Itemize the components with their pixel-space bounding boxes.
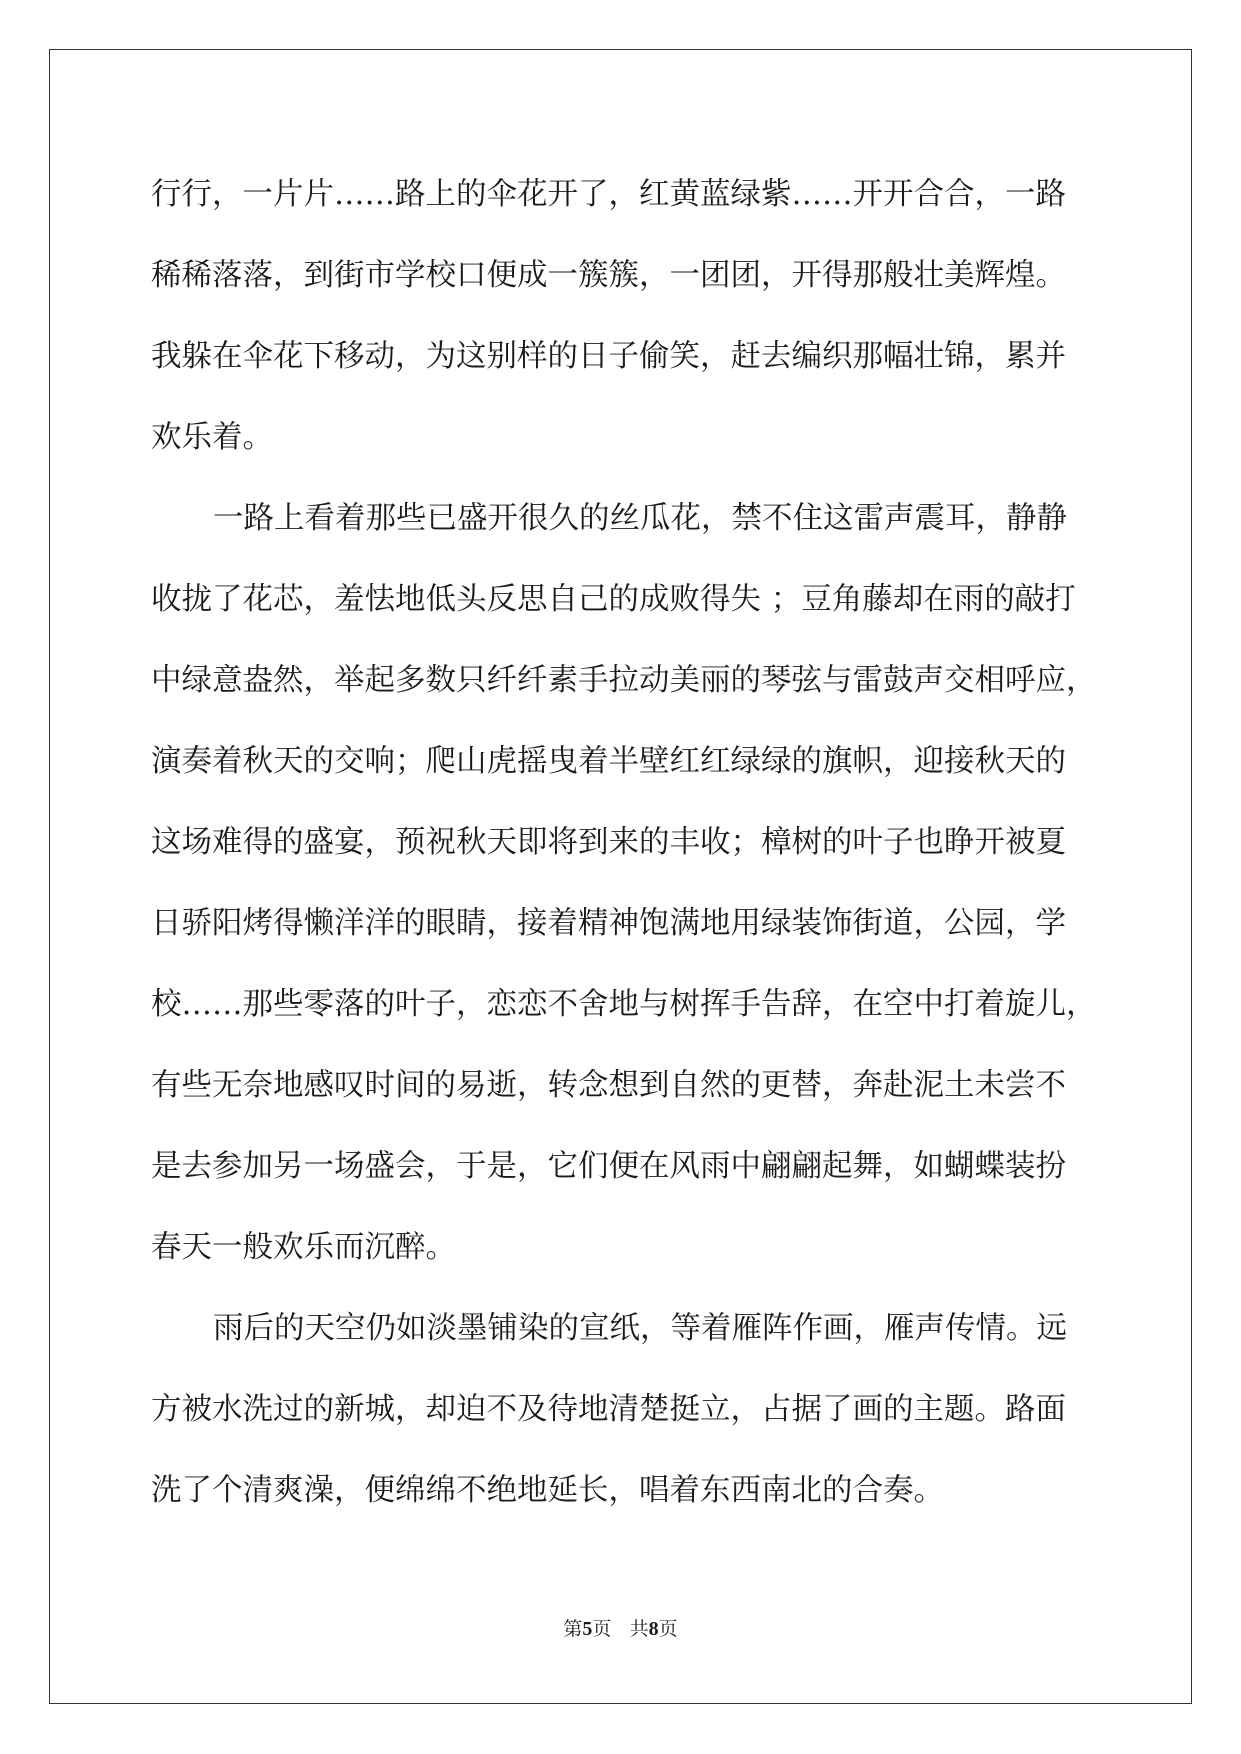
text-line: 行行，一片片……路上的伞花开了，红黄蓝绿紫……开开合合，一路 bbox=[151, 177, 1066, 212]
text-line: 校……那些零落的叶子，恋恋不舍地与树挥手告辞，在空中打着旋儿， bbox=[151, 987, 1097, 1022]
text-line: 洗了个清爽澡，便绵绵不绝地延长，唱着东西南北的合奏。 bbox=[151, 1473, 944, 1508]
footer-total-prefix: 共 bbox=[629, 1618, 649, 1640]
text-line: 收拢了花芯，羞怯地低头反思自己的成败得失 ；豆角藤却在雨的敲打 bbox=[151, 582, 1076, 617]
footer-prefix: 第 bbox=[563, 1618, 583, 1640]
total-page-number: 8 bbox=[648, 1618, 659, 1640]
text-line: 中绿意盎然，举起多数只纤纤素手拉动美丽的琴弦与雷鼓声交相呼应， bbox=[151, 663, 1097, 698]
text-line: 有些无奈地感叹时间的易逝，转念想到自然的更替，奔赴泥土未尝不 bbox=[151, 1068, 1066, 1103]
text-line: 方被水洗过的新城，却迫不及待地清楚挺立，占据了画的主题。路面 bbox=[151, 1392, 1066, 1427]
text-line: 雨后的天空仍如淡墨铺染的宣纸，等着雁阵作画，雁声传情。远 bbox=[213, 1311, 1067, 1346]
text-line: 日骄阳烤得懒洋洋的眼睛，接着精神饱满地用绿装饰街道，公园，学 bbox=[151, 906, 1066, 941]
document-body bbox=[151, 154, 1097, 1531]
text-line: 一路上看着那些已盛开很久的丝瓜花，禁不住这雷声震耳，静静 bbox=[213, 501, 1067, 536]
text-line: 是去参加另一场盛会，于是，它们便在风雨中翩翩起舞，如蝴蝶装扮 bbox=[151, 1149, 1066, 1184]
text-line: 我躲在伞花下移动，为这别样的日子偷笑，赶去编织那幅壮锦，累并 bbox=[151, 339, 1066, 374]
text-line: 稀稀落落，到街市学校口便成一簇簇，一团团，开得那般壮美辉煌。 bbox=[151, 258, 1066, 293]
current-page-number: 5 bbox=[582, 1618, 593, 1640]
footer-page-suffix: 页 bbox=[592, 1618, 612, 1640]
text-line: 这场难得的盛宴，预祝秋天即将到来的丰收；樟树的叶子也睁开被夏 bbox=[151, 825, 1066, 860]
text-line: 演奏着秋天的交响；爬山虎摇曳着半壁红红绿绿的旗帜，迎接秋天的 bbox=[151, 744, 1066, 779]
footer-total-suffix: 页 bbox=[658, 1618, 678, 1640]
text-line: 欢乐着。 bbox=[151, 420, 273, 455]
page-footer bbox=[0, 1617, 1241, 1641]
text-line: 春天一般欢乐而沉醉。 bbox=[151, 1230, 456, 1265]
